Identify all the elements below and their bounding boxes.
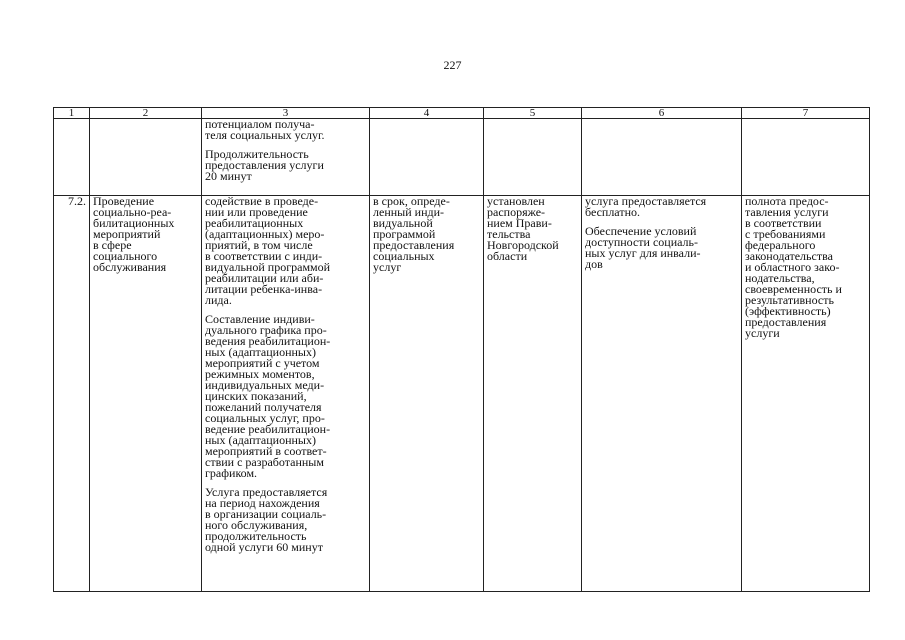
column-header: 6 — [582, 108, 742, 119]
paragraph — [745, 196, 866, 339]
column-header: 5 — [484, 108, 582, 119]
column-header: 1 — [54, 108, 90, 119]
text-line: Продолжительность — [205, 147, 309, 161]
text-line: билитационных — [93, 216, 175, 230]
row-number: 7.2. — [54, 196, 90, 592]
text-line: ленный инди- — [373, 205, 445, 219]
conditions-cell — [582, 196, 742, 592]
text-line: своевременность и — [745, 282, 842, 296]
text-line: Составление индиви- — [205, 312, 315, 326]
text-line: социально-реа- — [93, 205, 172, 219]
text-line: мероприятий в соответ- — [205, 444, 327, 458]
column-header: 4 — [370, 108, 484, 119]
table-row-7-2 — [54, 196, 870, 592]
text-line: ных услуг для инвали- — [585, 246, 701, 260]
text-line: ных (адаптационных) — [205, 433, 316, 447]
text-line: тавления услуги — [745, 205, 829, 219]
paragraph — [205, 196, 366, 306]
table-row-continuation — [54, 119, 870, 196]
text-line: мероприятий с учетом — [205, 356, 320, 370]
text-line: в срок, опреде- — [373, 194, 450, 208]
text-line: лида. — [205, 293, 232, 307]
text-line: обслуживания — [93, 260, 167, 274]
service-description-cell — [202, 196, 370, 592]
column-header: 3 — [202, 108, 370, 119]
text-line: литации ребенка-инва- — [205, 282, 323, 296]
paragraph — [205, 314, 366, 479]
text-line: установлен — [487, 194, 545, 208]
table-cell — [484, 119, 582, 196]
paragraph — [205, 149, 366, 182]
text-line: области — [487, 249, 528, 263]
text-line: реабилитационных — [205, 216, 304, 230]
text-line: реабилитации или аби- — [205, 271, 324, 285]
text-line: содействие в проведе- — [205, 194, 319, 208]
text-line: режимных моментов, — [205, 367, 315, 381]
text-line: в соответствии — [745, 216, 822, 230]
text-line: ведения реабилитацион- — [205, 334, 331, 348]
table-cell — [90, 119, 202, 196]
table-cell — [582, 119, 742, 196]
text-line: (адаптационных) меро- — [205, 227, 325, 241]
text-line: ведение реабилитацион- — [205, 422, 331, 436]
text-line: Обеспечение условий — [585, 224, 697, 238]
text-line: полнота предос- — [745, 194, 829, 208]
tariff-cell — [484, 196, 582, 592]
text-line: цинских показаний, — [205, 389, 307, 403]
column-header: 7 — [742, 108, 870, 119]
table-cell — [742, 119, 870, 196]
text-line: теля социальных услуг. — [205, 128, 325, 142]
text-line: бесплатно. — [585, 205, 640, 219]
table-cell — [202, 119, 370, 196]
text-line: видуальной — [373, 216, 433, 230]
paragraph — [205, 119, 366, 141]
column-header: 2 — [90, 108, 202, 119]
text-line: ных (адаптационных) — [205, 345, 316, 359]
text-line: 20 минут — [205, 169, 252, 183]
table-header-row — [54, 108, 870, 119]
text-line: услуг — [373, 260, 402, 274]
text-line: Проведение — [93, 194, 155, 208]
text-line: предоставления — [745, 315, 827, 329]
paragraph — [487, 196, 578, 262]
text-line: нием Прави- — [487, 216, 552, 230]
text-line: индивидуальных меди- — [205, 378, 325, 392]
text-line: Новгородской — [487, 238, 559, 252]
paragraph — [585, 196, 738, 218]
text-line: нодательства, — [745, 271, 815, 285]
quality-indicators-cell — [742, 196, 870, 592]
text-line: пожеланий получателя — [205, 400, 322, 414]
text-line: мероприятий — [93, 227, 161, 241]
text-line: предоставления — [373, 238, 455, 252]
text-line: ствии с разработанным — [205, 455, 324, 469]
text-line: распоряже- — [487, 205, 546, 219]
text-line: нии или проведение — [205, 205, 308, 219]
text-line: с требованиями — [745, 227, 826, 241]
page-number: 227 — [443, 58, 462, 72]
text-line: федерального — [745, 238, 816, 252]
text-line: социальных услуг, про- — [205, 411, 325, 425]
text-line: и областного зако- — [745, 260, 840, 274]
text-line: ного обслуживания, — [205, 518, 308, 532]
text-line: дуального графика про- — [205, 323, 327, 337]
service-term-cell — [370, 196, 484, 592]
text-line: (эффективность) — [745, 304, 831, 318]
text-line: дов — [585, 257, 603, 271]
text-line: социальных — [373, 249, 435, 263]
text-line: законодательства — [745, 249, 833, 263]
table-cell — [370, 119, 484, 196]
paragraph — [373, 196, 480, 273]
text-line: одной услуги 60 минут — [205, 540, 323, 554]
paragraph — [93, 196, 198, 273]
text-line: услуга предоставляется — [585, 194, 707, 208]
text-line: в соответствии с инди- — [205, 249, 323, 263]
text-line: услуги — [745, 326, 780, 340]
text-line: результативность — [745, 293, 834, 307]
text-line: предоставления услуги — [205, 158, 324, 172]
text-line: продолжительность — [205, 529, 307, 543]
text-line: видуальной программой — [205, 260, 331, 274]
text-line: программой — [373, 227, 436, 241]
text-line: приятий, в том числе — [205, 238, 313, 252]
text-line: доступности социаль- — [585, 235, 699, 249]
services-table — [53, 107, 870, 592]
text-line: социального — [93, 249, 158, 263]
text-line: в организации социаль- — [205, 507, 327, 521]
service-name-cell — [90, 196, 202, 592]
text-line: на период нахождения — [205, 496, 320, 510]
table-cell — [54, 119, 90, 196]
text-line: Услуга предоставляется — [205, 485, 328, 499]
paragraph — [205, 487, 366, 553]
text-line: в сфере — [93, 238, 132, 252]
text-line: графиком. — [205, 466, 258, 480]
text-line: тельства — [487, 227, 531, 241]
text-line: потенциалом получа- — [205, 117, 315, 131]
paragraph — [585, 226, 738, 270]
